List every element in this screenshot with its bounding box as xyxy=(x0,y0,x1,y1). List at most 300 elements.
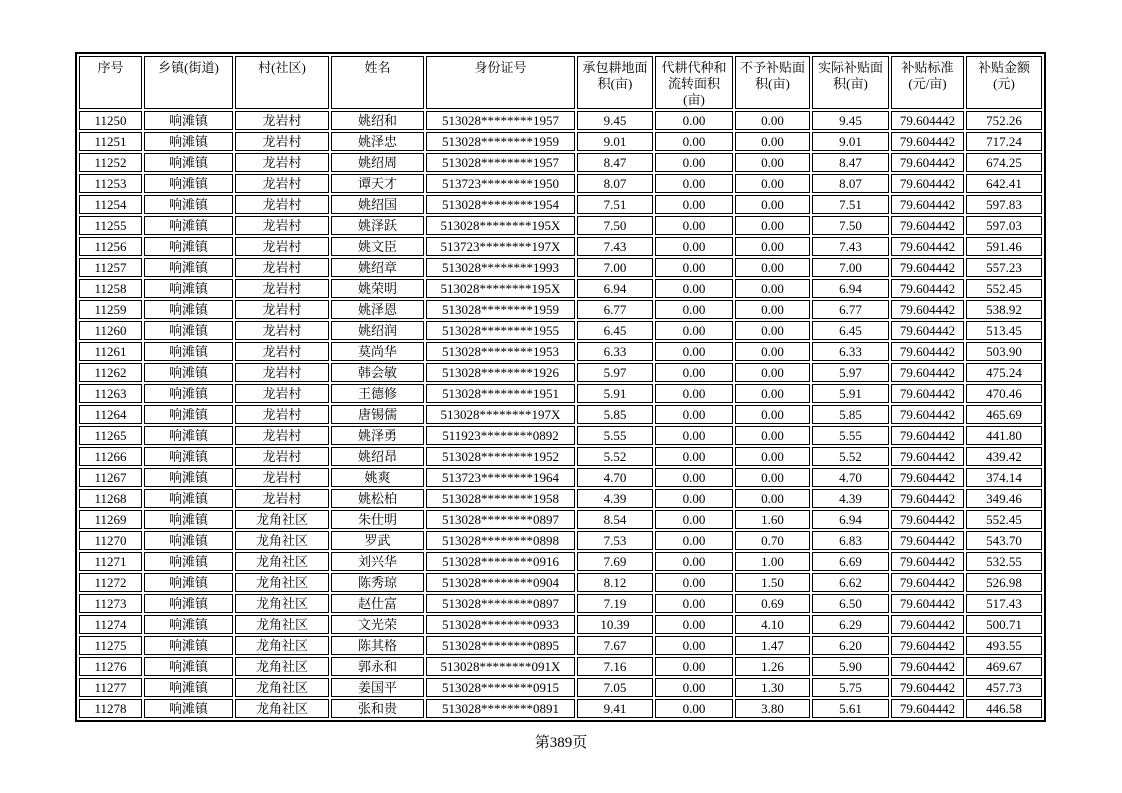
table-cell: 0.00 xyxy=(655,615,733,634)
table-cell: 7.69 xyxy=(577,552,653,571)
table-cell: 唐锡儒 xyxy=(331,405,424,424)
table-cell: 5.55 xyxy=(577,426,653,445)
table-row xyxy=(79,132,1042,151)
table-cell: 11257 xyxy=(79,258,142,277)
table-row xyxy=(79,678,1042,697)
table-row xyxy=(79,237,1042,256)
table-cell: 9.01 xyxy=(577,132,653,151)
table-cell: 79.604442 xyxy=(891,237,964,256)
table-cell: 6.77 xyxy=(812,300,889,319)
table-cell: 0.00 xyxy=(655,111,733,130)
table-row xyxy=(79,174,1042,193)
table-cell: 5.85 xyxy=(812,405,889,424)
table-cell: 姚泽恩 xyxy=(331,300,424,319)
table-cell: 513028********1958 xyxy=(426,489,575,508)
table-cell: 0.00 xyxy=(655,531,733,550)
table-cell: 513028********1993 xyxy=(426,258,575,277)
table-cell: 龙岩村 xyxy=(235,279,329,298)
table-cell: 0.00 xyxy=(735,258,810,277)
table-cell: 513028********0891 xyxy=(426,699,575,718)
column-header: 承包耕地面积(亩) xyxy=(577,56,653,109)
table-cell: 79.604442 xyxy=(891,531,964,550)
table-cell: 0.00 xyxy=(655,321,733,340)
table-cell: 0.00 xyxy=(735,132,810,151)
table-cell: 0.00 xyxy=(655,384,733,403)
table-cell: 姚松柏 xyxy=(331,489,424,508)
table-cell: 响滩镇 xyxy=(144,489,233,508)
table-cell: 79.604442 xyxy=(891,594,964,613)
table-cell: 姚泽跃 xyxy=(331,216,424,235)
table-cell: 3.80 xyxy=(735,699,810,718)
table-cell: 11277 xyxy=(79,678,142,697)
table-cell: 503.90 xyxy=(966,342,1042,361)
table-cell: 0.00 xyxy=(655,489,733,508)
table-cell: 响滩镇 xyxy=(144,363,233,382)
table-cell: 11267 xyxy=(79,468,142,487)
table-cell: 响滩镇 xyxy=(144,594,233,613)
table-cell: 11253 xyxy=(79,174,142,193)
table-cell: 0.00 xyxy=(735,279,810,298)
table-cell: 龙岩村 xyxy=(235,174,329,193)
table-cell: 642.41 xyxy=(966,174,1042,193)
table-cell: 79.604442 xyxy=(891,615,964,634)
table-cell: 0.00 xyxy=(735,237,810,256)
table-cell: 513028********0897 xyxy=(426,510,575,529)
table-cell: 0.00 xyxy=(655,468,733,487)
table-cell: 513028********1959 xyxy=(426,300,575,319)
table-cell: 11252 xyxy=(79,153,142,172)
table-cell: 响滩镇 xyxy=(144,216,233,235)
table-row xyxy=(79,552,1042,571)
table-cell: 响滩镇 xyxy=(144,510,233,529)
table-cell: 龙岩村 xyxy=(235,426,329,445)
table-cell: 8.12 xyxy=(577,573,653,592)
column-header: 身份证号 xyxy=(426,56,575,109)
table-cell: 7.67 xyxy=(577,636,653,655)
table-cell: 7.05 xyxy=(577,678,653,697)
table-cell: 龙岩村 xyxy=(235,447,329,466)
table-row xyxy=(79,447,1042,466)
table-cell: 552.45 xyxy=(966,279,1042,298)
table-cell: 591.46 xyxy=(966,237,1042,256)
table-cell: 0.00 xyxy=(655,678,733,697)
table-cell: 赵仕富 xyxy=(331,594,424,613)
table-cell: 1.30 xyxy=(735,678,810,697)
table-cell: 姚绍润 xyxy=(331,321,424,340)
table-cell: 11264 xyxy=(79,405,142,424)
table-cell: 龙岩村 xyxy=(235,111,329,130)
table-cell: 513028********1955 xyxy=(426,321,575,340)
table-cell: 0.00 xyxy=(735,426,810,445)
table-cell: 7.16 xyxy=(577,657,653,676)
table-cell: 0.00 xyxy=(735,321,810,340)
table-cell: 513028********195X xyxy=(426,279,575,298)
table-cell: 0.00 xyxy=(655,342,733,361)
table-cell: 6.77 xyxy=(577,300,653,319)
table-row xyxy=(79,363,1042,382)
table-cell: 姚泽勇 xyxy=(331,426,424,445)
table-cell: 11266 xyxy=(79,447,142,466)
table-row xyxy=(79,468,1042,487)
table-cell: 11258 xyxy=(79,279,142,298)
table-cell: 姚绍周 xyxy=(331,153,424,172)
table-row xyxy=(79,426,1042,445)
table-cell: 11251 xyxy=(79,132,142,151)
table-cell: 513028********0898 xyxy=(426,531,575,550)
table-row xyxy=(79,111,1042,130)
table-cell: 0.00 xyxy=(735,468,810,487)
table-cell: 响滩镇 xyxy=(144,111,233,130)
column-header: 补贴金额(元) xyxy=(966,56,1042,109)
table-cell: 0.00 xyxy=(655,174,733,193)
table-cell: 9.41 xyxy=(577,699,653,718)
table-cell: 响滩镇 xyxy=(144,153,233,172)
table-cell: 374.14 xyxy=(966,468,1042,487)
table-cell: 姚绍章 xyxy=(331,258,424,277)
table-cell: 8.54 xyxy=(577,510,653,529)
table-cell: 11256 xyxy=(79,237,142,256)
table-cell: 11278 xyxy=(79,699,142,718)
table-row xyxy=(79,594,1042,613)
table-cell: 0.00 xyxy=(735,384,810,403)
table-cell: 79.604442 xyxy=(891,384,964,403)
table-cell: 7.19 xyxy=(577,594,653,613)
table-cell: 响滩镇 xyxy=(144,531,233,550)
table-cell: 0.00 xyxy=(655,195,733,214)
table-row xyxy=(79,195,1042,214)
table-cell: 7.50 xyxy=(577,216,653,235)
table-cell: 0.00 xyxy=(735,363,810,382)
table-cell: 752.26 xyxy=(966,111,1042,130)
table-cell: 8.47 xyxy=(812,153,889,172)
table-cell: 0.00 xyxy=(735,153,810,172)
table-cell: 响滩镇 xyxy=(144,384,233,403)
table-row xyxy=(79,489,1042,508)
table-cell: 465.69 xyxy=(966,405,1042,424)
table-cell: 79.604442 xyxy=(891,699,964,718)
table-cell: 龙角社区 xyxy=(235,678,329,697)
table-cell: 79.604442 xyxy=(891,195,964,214)
table-cell: 0.00 xyxy=(735,174,810,193)
table-cell: 龙岩村 xyxy=(235,216,329,235)
table-cell: 11276 xyxy=(79,657,142,676)
table-cell: 姚绍国 xyxy=(331,195,424,214)
table-cell: 457.73 xyxy=(966,678,1042,697)
header-row xyxy=(79,56,1042,109)
table-row xyxy=(79,531,1042,550)
table-cell: 79.604442 xyxy=(891,321,964,340)
table-cell: 陈其格 xyxy=(331,636,424,655)
table-cell: 79.604442 xyxy=(891,111,964,130)
table-cell: 79.604442 xyxy=(891,342,964,361)
table-cell: 龙角社区 xyxy=(235,594,329,613)
table-cell: 4.39 xyxy=(812,489,889,508)
table-cell: 龙岩村 xyxy=(235,363,329,382)
table-cell: 11259 xyxy=(79,300,142,319)
table-cell: 龙岩村 xyxy=(235,153,329,172)
table-cell: 0.00 xyxy=(735,216,810,235)
table-cell: 526.98 xyxy=(966,573,1042,592)
table-cell: 龙岩村 xyxy=(235,384,329,403)
table-cell: 0.00 xyxy=(655,405,733,424)
table-cell: 597.03 xyxy=(966,216,1042,235)
table-cell: 4.70 xyxy=(577,468,653,487)
table-cell: 79.604442 xyxy=(891,216,964,235)
column-header: 不予补贴面积(亩) xyxy=(735,56,810,109)
table-cell: 5.91 xyxy=(577,384,653,403)
table-cell: 龙角社区 xyxy=(235,531,329,550)
column-header: 序号 xyxy=(79,56,142,109)
table-cell: 513028********0904 xyxy=(426,573,575,592)
table-cell: 513028********1954 xyxy=(426,195,575,214)
table-cell: 500.71 xyxy=(966,615,1042,634)
table-cell: 响滩镇 xyxy=(144,132,233,151)
table-cell: 11274 xyxy=(79,615,142,634)
table-cell: 513723********1964 xyxy=(426,468,575,487)
table-cell: 6.94 xyxy=(812,279,889,298)
table-cell: 姚泽忠 xyxy=(331,132,424,151)
table-cell: 1.50 xyxy=(735,573,810,592)
table-cell: 674.25 xyxy=(966,153,1042,172)
table-cell: 王德修 xyxy=(331,384,424,403)
table-cell: 470.46 xyxy=(966,384,1042,403)
table-cell: 6.94 xyxy=(577,279,653,298)
table-cell: 0.00 xyxy=(655,237,733,256)
table-cell: 8.47 xyxy=(577,153,653,172)
table-row xyxy=(79,699,1042,718)
table-cell: 0.00 xyxy=(655,594,733,613)
table-row xyxy=(79,342,1042,361)
table-cell: 79.604442 xyxy=(891,636,964,655)
column-header: 补贴标准(元/亩) xyxy=(891,56,964,109)
table-cell: 79.604442 xyxy=(891,153,964,172)
table-cell: 79.604442 xyxy=(891,573,964,592)
table-cell: 龙岩村 xyxy=(235,342,329,361)
table-cell: 响滩镇 xyxy=(144,657,233,676)
table-cell: 532.55 xyxy=(966,552,1042,571)
table-cell: 5.55 xyxy=(812,426,889,445)
column-header: 代耕代种和流转面积(亩) xyxy=(655,56,733,109)
table-cell: 79.604442 xyxy=(891,279,964,298)
table-cell: 6.33 xyxy=(812,342,889,361)
table-cell: 9.45 xyxy=(577,111,653,130)
table-cell: 11250 xyxy=(79,111,142,130)
table-cell: 0.00 xyxy=(655,258,733,277)
table-cell: 79.604442 xyxy=(891,510,964,529)
table-cell: 5.91 xyxy=(812,384,889,403)
table-cell: 11270 xyxy=(79,531,142,550)
table-body xyxy=(79,111,1042,718)
table-cell: 姚爽 xyxy=(331,468,424,487)
table-cell: 姚绍和 xyxy=(331,111,424,130)
table-cell: 0.70 xyxy=(735,531,810,550)
table-cell: 493.55 xyxy=(966,636,1042,655)
page-number: 第389页 xyxy=(534,735,588,751)
table-cell: 龙角社区 xyxy=(235,615,329,634)
table-row xyxy=(79,636,1042,655)
table-cell: 513028********091X xyxy=(426,657,575,676)
table-cell: 响滩镇 xyxy=(144,237,233,256)
table-cell: 513028********0916 xyxy=(426,552,575,571)
table-cell: 79.604442 xyxy=(891,468,964,487)
table-row xyxy=(79,573,1042,592)
table-cell: 79.604442 xyxy=(891,405,964,424)
table-row xyxy=(79,615,1042,634)
table-cell: 441.80 xyxy=(966,426,1042,445)
table-cell: 6.33 xyxy=(577,342,653,361)
table-cell: 10.39 xyxy=(577,615,653,634)
table-row xyxy=(79,321,1042,340)
table-cell: 513028********1957 xyxy=(426,153,575,172)
table-cell: 513028********0915 xyxy=(426,678,575,697)
table-cell: 513028********1951 xyxy=(426,384,575,403)
table-cell: 龙角社区 xyxy=(235,510,329,529)
table-cell: 韩会敏 xyxy=(331,363,424,382)
subsidy-table xyxy=(75,52,1046,722)
table-cell: 0.00 xyxy=(655,573,733,592)
table-cell: 响滩镇 xyxy=(144,615,233,634)
table-cell: 79.604442 xyxy=(891,678,964,697)
table-cell: 4.39 xyxy=(577,489,653,508)
table-cell: 0.00 xyxy=(655,636,733,655)
table-cell: 响滩镇 xyxy=(144,573,233,592)
table-cell: 79.604442 xyxy=(891,300,964,319)
table-cell: 响滩镇 xyxy=(144,405,233,424)
table-cell: 龙角社区 xyxy=(235,657,329,676)
table-cell: 7.00 xyxy=(577,258,653,277)
table-cell: 79.604442 xyxy=(891,174,964,193)
table-cell: 响滩镇 xyxy=(144,552,233,571)
table-cell: 0.00 xyxy=(655,132,733,151)
table-row xyxy=(79,279,1042,298)
table-cell: 513028********1959 xyxy=(426,132,575,151)
table-cell: 79.604442 xyxy=(891,447,964,466)
table-cell: 11275 xyxy=(79,636,142,655)
table-cell: 7.51 xyxy=(812,195,889,214)
table-cell: 538.92 xyxy=(966,300,1042,319)
table-cell: 513028********1926 xyxy=(426,363,575,382)
table-cell: 文光荣 xyxy=(331,615,424,634)
table-cell: 9.45 xyxy=(812,111,889,130)
table-cell: 11260 xyxy=(79,321,142,340)
table-cell: 0.00 xyxy=(735,447,810,466)
table-cell: 5.90 xyxy=(812,657,889,676)
table-cell: 莫尚华 xyxy=(331,342,424,361)
table-cell: 5.75 xyxy=(812,678,889,697)
table-cell: 响滩镇 xyxy=(144,342,233,361)
table-cell: 349.46 xyxy=(966,489,1042,508)
table-cell: 5.85 xyxy=(577,405,653,424)
table-cell: 0.00 xyxy=(735,405,810,424)
table-cell: 姚文臣 xyxy=(331,237,424,256)
column-header: 姓名 xyxy=(331,56,424,109)
table-cell: 龙角社区 xyxy=(235,699,329,718)
table-cell: 7.00 xyxy=(812,258,889,277)
table-cell: 597.83 xyxy=(966,195,1042,214)
table-cell: 龙岩村 xyxy=(235,300,329,319)
table-cell: 79.604442 xyxy=(891,132,964,151)
table-cell: 响滩镇 xyxy=(144,447,233,466)
table-cell: 79.604442 xyxy=(891,489,964,508)
table-row xyxy=(79,657,1042,676)
table-cell: 响滩镇 xyxy=(144,174,233,193)
table-cell: 0.00 xyxy=(655,510,733,529)
table-cell: 0.00 xyxy=(655,363,733,382)
table-cell: 龙岩村 xyxy=(235,258,329,277)
table-cell: 0.00 xyxy=(655,426,733,445)
table-cell: 0.00 xyxy=(655,153,733,172)
table-cell: 响滩镇 xyxy=(144,279,233,298)
table-cell: 7.53 xyxy=(577,531,653,550)
table-cell: 5.97 xyxy=(577,363,653,382)
table-cell: 11263 xyxy=(79,384,142,403)
table-cell: 79.604442 xyxy=(891,552,964,571)
table-cell: 0.00 xyxy=(655,552,733,571)
table-header xyxy=(79,56,1042,109)
table-cell: 龙角社区 xyxy=(235,573,329,592)
table-cell: 姜国平 xyxy=(331,678,424,697)
table-cell: 11254 xyxy=(79,195,142,214)
table-cell: 0.00 xyxy=(655,657,733,676)
table-cell: 响滩镇 xyxy=(144,195,233,214)
table-cell: 6.83 xyxy=(812,531,889,550)
table-cell: 0.00 xyxy=(735,342,810,361)
table-cell: 0.00 xyxy=(655,300,733,319)
table-cell: 513028********197X xyxy=(426,405,575,424)
table-cell: 6.20 xyxy=(812,636,889,655)
table-row xyxy=(79,153,1042,172)
table-cell: 513723********197X xyxy=(426,237,575,256)
table-row xyxy=(79,300,1042,319)
table-cell: 511923********0892 xyxy=(426,426,575,445)
table-cell: 6.50 xyxy=(812,594,889,613)
table-cell: 1.00 xyxy=(735,552,810,571)
table-cell: 响滩镇 xyxy=(144,468,233,487)
table-cell: 79.604442 xyxy=(891,426,964,445)
table-cell: 1.47 xyxy=(735,636,810,655)
table-cell: 0.00 xyxy=(735,489,810,508)
table-cell: 7.50 xyxy=(812,216,889,235)
table-cell: 龙岩村 xyxy=(235,321,329,340)
table-cell: 79.604442 xyxy=(891,363,964,382)
table-cell: 11271 xyxy=(79,552,142,571)
table-row xyxy=(79,510,1042,529)
table-cell: 6.94 xyxy=(812,510,889,529)
table-cell: 8.07 xyxy=(577,174,653,193)
table-cell: 11262 xyxy=(79,363,142,382)
table-cell: 11265 xyxy=(79,426,142,445)
table-cell: 446.58 xyxy=(966,699,1042,718)
table-cell: 0.69 xyxy=(735,594,810,613)
table-cell: 0.00 xyxy=(655,216,733,235)
table-cell: 朱仕明 xyxy=(331,510,424,529)
table-cell: 5.52 xyxy=(577,447,653,466)
table-cell: 11261 xyxy=(79,342,142,361)
table-cell: 717.24 xyxy=(966,132,1042,151)
table-cell: 79.604442 xyxy=(891,258,964,277)
table-cell: 7.51 xyxy=(577,195,653,214)
table-cell: 陈秀琼 xyxy=(331,573,424,592)
table-cell: 543.70 xyxy=(966,531,1042,550)
table-cell: 刘兴华 xyxy=(331,552,424,571)
table-cell: 响滩镇 xyxy=(144,300,233,319)
table-cell: 龙角社区 xyxy=(235,552,329,571)
table-cell: 475.24 xyxy=(966,363,1042,382)
column-header: 实际补贴面积(亩) xyxy=(812,56,889,109)
table-cell: 龙岩村 xyxy=(235,237,329,256)
table-cell: 6.45 xyxy=(577,321,653,340)
table-cell: 6.45 xyxy=(812,321,889,340)
